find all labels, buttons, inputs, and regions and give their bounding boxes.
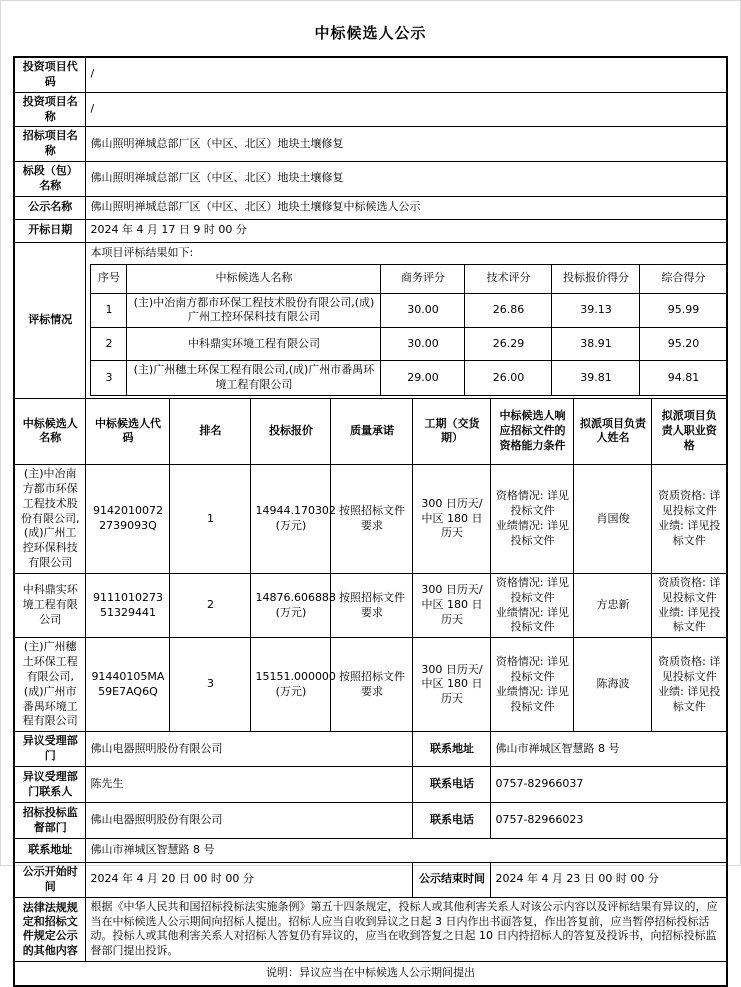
row-value: 佛山照明禅城总部厂区（中区、北区）地块土壤修复 xyxy=(86,127,727,162)
evaluation-section-label: 评标情况 xyxy=(14,242,86,398)
header-seq: 序号 xyxy=(91,264,127,293)
qualification-cell xyxy=(491,573,574,637)
row-label: 异议受理部门联系人 xyxy=(14,767,86,803)
candidate-code-cell: 911101027351329441 xyxy=(86,573,170,637)
info-row-tender-project-name xyxy=(14,127,727,162)
evaluation-section-cell xyxy=(86,242,727,398)
row-value: 佛山电器照明股份有限公司 xyxy=(86,732,413,767)
manager-qualification-status: 资质资格: 详见投标文件 xyxy=(658,655,721,683)
legal-provisions-text: 根据《中华人民共和国招标投标法实施条例》第五十四条规定，投标人或其他利害关系人对该公示内容以及评标结果有异议的，应当在中标候选人公示期间向招标人提出。招标人应当自收到异议之日起 3 日内作出书面答复，作出答复前，应当暂停招标投标活动。投标人或其他利害关系人对招标人答复仍有异议的，应当在收到答复之日起 10 日内持招标人的答复及投诉书，向招标投标监督部门提出投诉。 xyxy=(86,897,727,961)
candidate-name-cell: (主)中冶南方都市环保工程技术股份有限公司,(成)广州工控环保科技有限公司 xyxy=(127,293,381,328)
info-row-bid-opening-date xyxy=(14,219,727,242)
objection-contact-row xyxy=(14,767,727,803)
row-value: 2024 年 4 月 17 日 9 时 00 分 xyxy=(86,219,727,242)
info-row-publicity-name xyxy=(14,196,727,219)
candidate-row xyxy=(14,573,727,637)
seq-cell: 1 xyxy=(91,293,127,328)
header-manager-qualification: 拟派项目负责人职业资格 xyxy=(652,398,727,464)
row-label: 公示开始时间 xyxy=(14,863,86,898)
candidate-name-cell: 中科鼎实环境工程有限公司 xyxy=(127,328,381,361)
row-value: 佛山电器照明股份有限公司 xyxy=(86,803,413,839)
header-business-score: 商务评分 xyxy=(381,264,465,293)
row-label: 法律法规规定和招标文件规定公示的其他内容 xyxy=(14,897,86,961)
bid-price-value: 14876.606888 xyxy=(255,590,336,604)
bid-price-cell xyxy=(251,638,336,732)
bid-price-cell xyxy=(251,464,336,573)
manager-name-cell: 肖国俊 xyxy=(574,464,652,573)
quality-cell: 按照招标文件要求 xyxy=(331,573,413,637)
qualification-status: 资格情况: 详见投标文件 xyxy=(495,575,570,604)
technical-score-cell: 26.29 xyxy=(465,328,552,361)
performance-status: 业绩情况: 详见投标文件 xyxy=(495,605,570,634)
technical-score-cell: 26.86 xyxy=(465,293,552,328)
manager-performance-status: 业绩: 详见投标文件 xyxy=(658,518,721,547)
evaluation-row xyxy=(91,293,727,328)
row-label: 招标项目名称 xyxy=(14,127,86,162)
row-value: 佛山照明禅城总部厂区（中区、北区）地块土壤修复中标候选人公示 xyxy=(86,196,727,219)
candidate-name-cell: (主)广州穗土环保工程有限公司,(成)广州市番禺环境工程有限公司 xyxy=(14,638,86,732)
candidate-code-cell: 91440105MA59E7AQ6Q xyxy=(86,638,170,732)
candidate-row xyxy=(14,464,727,573)
candidate-name-cell: 中科鼎实环境工程有限公司 xyxy=(14,573,86,637)
bid-price-unit: (万元) xyxy=(275,518,307,532)
evaluation-note: 本项目评标结果如下: xyxy=(90,245,194,259)
manager-performance-status: 业绩: 详见投标文件 xyxy=(658,605,721,634)
header-rank: 排名 xyxy=(170,398,251,464)
row-value: 0757-82966023 xyxy=(491,803,727,839)
header-technical-score: 技术评分 xyxy=(465,264,552,293)
duration-cell: 300 日历天/中区 180 日历天 xyxy=(413,638,491,732)
header-candidate-name: 中标候选人名称 xyxy=(127,264,381,293)
announcement-table xyxy=(13,56,728,987)
row-label: 异议受理部门 xyxy=(14,732,86,767)
total-score-cell: 95.99 xyxy=(640,293,727,328)
header-duration: 工期（交货期） xyxy=(413,398,491,464)
manager-qualification-cell xyxy=(652,573,727,637)
seq-cell: 3 xyxy=(91,361,127,396)
row-label: 公示结束时间 xyxy=(413,863,491,898)
bid-price-value: 15151.000000 xyxy=(255,669,336,683)
header-candidate-code: 中标候选人代码 xyxy=(86,398,170,464)
candidate-row xyxy=(14,638,727,732)
manager-qualification-status: 资质资格: 详见投标文件 xyxy=(658,489,721,518)
row-value: 佛山市禅城区智慧路 8 号 xyxy=(86,839,727,863)
rank-cell: 3 xyxy=(170,638,251,732)
manager-qualification-cell xyxy=(652,464,727,573)
bid-price-unit: (万元) xyxy=(275,684,307,698)
row-value: 佛山照明禅城总部厂区（中区、北区）地块土壤修复 xyxy=(86,162,727,197)
info-row-project-code xyxy=(14,57,727,92)
total-score-cell: 94.81 xyxy=(640,361,727,396)
footer-note: 说明：异议应当在中标候选人公示期间提出 xyxy=(14,962,727,986)
evaluation-header-row xyxy=(91,264,727,293)
header-manager-name: 拟派项目负责人姓名 xyxy=(574,398,652,464)
row-label: 联系地址 xyxy=(14,839,86,863)
info-row-section-name xyxy=(14,162,727,197)
total-score-cell: 95.20 xyxy=(640,328,727,361)
qualification-cell xyxy=(491,464,574,573)
row-label: 联系电话 xyxy=(413,767,491,803)
price-score-cell: 38.91 xyxy=(552,328,640,361)
candidate-name-cell: (主)广州穗土环保工程有限公司,(成)广州市番禺环境工程有限公司 xyxy=(127,361,381,396)
header-candidate-name: 中标候选人名称 xyxy=(14,398,86,464)
row-label: 投资项目代码 xyxy=(14,57,86,92)
row-value: 2024 年 4 月 20 日 00 时 00 分 xyxy=(86,863,413,898)
objection-department-row xyxy=(14,732,727,767)
evaluation-section-row xyxy=(14,242,727,398)
evaluation-row xyxy=(91,328,727,361)
row-label: 联系地址 xyxy=(413,732,491,767)
business-score-cell: 30.00 xyxy=(381,293,465,328)
row-label: 投资项目名称 xyxy=(14,92,86,127)
contact-address-row xyxy=(14,839,727,863)
row-value: 陈先生 xyxy=(86,767,413,803)
row-label: 联系电话 xyxy=(413,803,491,839)
row-value: / xyxy=(86,92,727,127)
bid-price-value: 14944.170302 xyxy=(255,504,336,518)
row-value: 0757-82966037 xyxy=(491,767,727,803)
footer-note-row xyxy=(14,962,727,986)
rank-cell: 2 xyxy=(170,573,251,637)
row-value: / xyxy=(86,57,727,92)
evaluation-row xyxy=(91,361,727,396)
qualification-status: 资格情况: 详见投标文件 xyxy=(495,489,570,518)
info-row-project-name xyxy=(14,92,727,127)
legal-provisions-row xyxy=(14,897,727,961)
qualification-status: 资格情况: 详见投标文件 xyxy=(495,655,570,683)
quality-cell: 按照招标文件要求 xyxy=(331,638,413,732)
technical-score-cell: 26.00 xyxy=(465,361,552,396)
rank-cell: 1 xyxy=(170,464,251,573)
row-label: 标段（包）名称 xyxy=(14,162,86,197)
performance-status: 业绩情况: 详见投标文件 xyxy=(495,518,570,547)
quality-cell: 按照招标文件要求 xyxy=(331,464,413,573)
duration-cell: 300 日历天/中区 180 日历天 xyxy=(413,573,491,637)
candidate-code-cell: 91420100722739093Q xyxy=(86,464,170,573)
price-score-cell: 39.13 xyxy=(552,293,640,328)
manager-qualification-status: 资质资格: 详见投标文件 xyxy=(658,575,721,604)
candidate-header-row xyxy=(14,398,727,464)
manager-performance-status: 业绩: 详见投标文件 xyxy=(658,684,721,713)
header-quality-commitment: 质量承诺 xyxy=(331,398,413,464)
row-value: 2024 年 4 月 23 日 00 时 00 分 xyxy=(491,863,727,898)
row-label: 招标投标监督部门 xyxy=(14,803,86,839)
row-value: 佛山市禅城区智慧路 8 号 xyxy=(491,732,727,767)
seq-cell: 2 xyxy=(91,328,127,361)
performance-status: 业绩情况: 详见投标文件 xyxy=(495,684,570,713)
business-score-cell: 29.00 xyxy=(381,361,465,396)
price-score-cell: 39.81 xyxy=(552,361,640,396)
page-title: 中标候选人公示 xyxy=(314,24,427,42)
supervision-department-row xyxy=(14,803,727,839)
row-label: 开标日期 xyxy=(14,219,86,242)
row-label: 公示名称 xyxy=(14,196,86,219)
manager-qualification-cell xyxy=(652,638,727,732)
qualification-cell xyxy=(491,638,574,732)
manager-name-cell: 陈海波 xyxy=(574,638,652,732)
header-bid-price: 投标报价 xyxy=(251,398,331,464)
header-qualification: 中标候选人响应招标文件的资格能力条件 xyxy=(491,398,574,464)
duration-cell: 300 日历天/中区 180 日历天 xyxy=(413,464,491,573)
bid-price-cell xyxy=(251,573,336,637)
header-total-score: 综合得分 xyxy=(640,264,727,293)
publicity-time-row xyxy=(14,863,727,898)
bid-price-unit: (万元) xyxy=(275,605,307,619)
business-score-cell: 30.00 xyxy=(381,328,465,361)
evaluation-table xyxy=(90,264,727,396)
candidate-name-cell: (主)中冶南方都市环保工程技术股份有限公司,(成)广州工控环保科技有限公司 xyxy=(14,464,86,573)
manager-name-cell: 方忠新 xyxy=(574,573,652,637)
header-price-score: 投标报价得分 xyxy=(552,264,640,293)
